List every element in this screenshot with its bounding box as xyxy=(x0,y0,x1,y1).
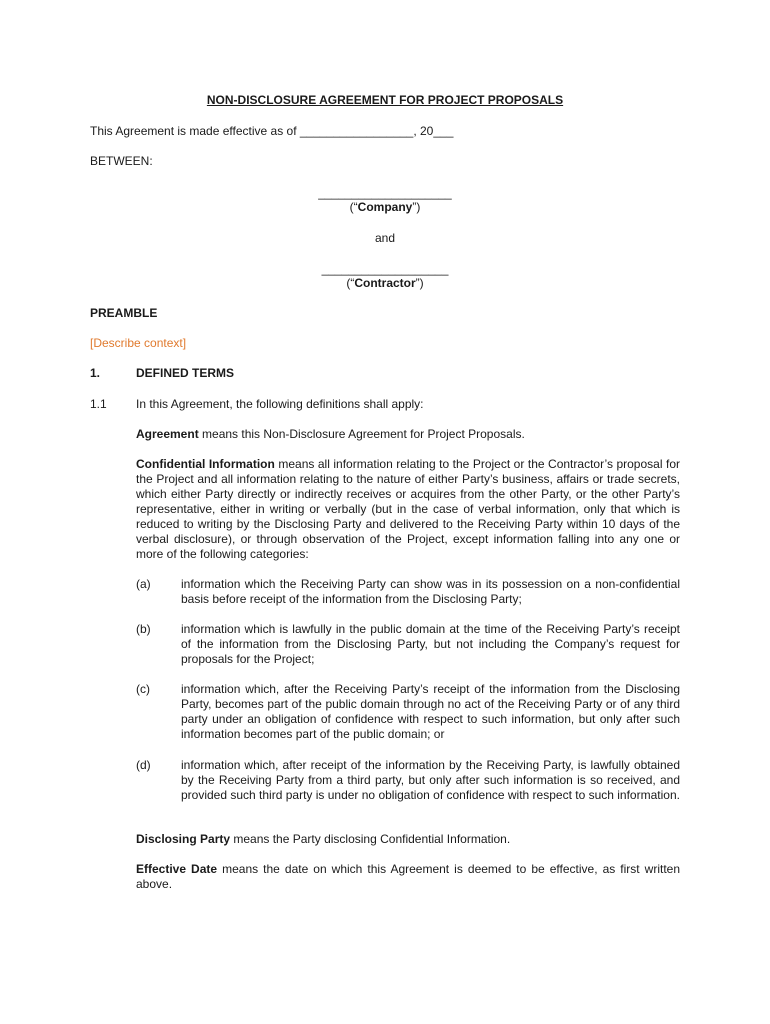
contractor-label xyxy=(0,276,770,291)
definition-effective-date xyxy=(136,862,680,892)
term-agreement: Agreement xyxy=(136,427,199,441)
document-title: NON-DISCLOSURE AGREEMENT FOR PROJECT PROPOSALS xyxy=(206,93,564,107)
item-b-label: (b) xyxy=(136,622,151,636)
preamble-heading: PREAMBLE xyxy=(90,306,158,320)
item-a-text: information which the Receiving Party can show was in its possession on a non-confidential basis before receipt of the information from the Disclosing Party; xyxy=(181,577,680,606)
term-confidential-information: Confidential Information xyxy=(136,457,275,471)
effective-date-line: This Agreement is made effective as of _________________, 20___ xyxy=(90,124,454,138)
item-d-text: information which, after receipt of the information by the Receiving Party, is lawfully obtained by the Receiving Party from a third party, but only after such information is so received, and provided such third party is under no obligation of confidence with respect to such information. xyxy=(181,758,680,802)
definition-confidential-information-text: means all information relating to the Project or the Contractor’s proposal for the Project and all information relating to the nature of either Party’s business, affairs or trade secrets, which either Party directly or indirectly receives or acquires from the other Party, or the other Party’s representative, either in writing or verbally (but in the case of verbal information, only that which is reduced to writing by the Disclosing Party and delivered to the Receiving Party within 10 days of the verbal disclosure), or through observation of the Project, except information falling into any one or more of the following categories: xyxy=(136,457,681,561)
term-effective-date: Effective Date xyxy=(136,862,218,876)
company-label xyxy=(0,200,770,215)
definition-agreement-text: means this Non-Disclosure Agreement for Project Proposals. xyxy=(198,427,525,441)
term-disclosing-party: Disclosing Party xyxy=(136,832,231,846)
company-blank-line: ____________________ xyxy=(318,186,452,200)
definition-disclosing-party-text: means the Party disclosing Confidential Information. xyxy=(230,832,511,846)
contractor-blank-line: ___________________ xyxy=(321,262,449,276)
preamble-placeholder: [Describe context] xyxy=(90,336,187,350)
and-connector: and xyxy=(374,231,396,245)
definition-disclosing-party xyxy=(136,832,680,847)
item-c-text: information which, after the Receiving Party’s receipt of the information from the Disclosing Party, becomes part of the public domain through no act of the Receiving Party or of any third party under an obligation of confidence with respect to such information, but only after such information becomes part of the public domain; or xyxy=(181,682,680,741)
company-open-quote: (“ xyxy=(349,200,358,214)
company-close-quote: ”) xyxy=(412,200,421,214)
item-d-label: (d) xyxy=(136,758,151,772)
item-a-label: (a) xyxy=(136,577,151,591)
definition-agreement xyxy=(136,427,680,442)
item-b-text: information which is lawfully in the public domain at the time of the Receiving Party’s receipt of the information from the Disclosing Party, but not including the Company’s request for proposals for the Project; xyxy=(181,622,680,666)
contractor-close-quote: ”) xyxy=(415,276,424,290)
definition-confidential-information xyxy=(136,457,680,562)
clause-1-1-number: 1.1 xyxy=(90,397,107,411)
definition-effective-date-text: means the date on which this Agreement is deemed to be effective, as first written above. xyxy=(136,862,680,891)
contractor-open-quote: (“ xyxy=(346,276,355,290)
section-1-number: 1. xyxy=(90,366,101,380)
item-c-label: (c) xyxy=(136,682,150,696)
contractor-name: Contractor xyxy=(354,276,416,290)
between-label: BETWEEN: xyxy=(90,154,153,168)
company-name: Company xyxy=(357,200,413,214)
section-1-title: DEFINED TERMS xyxy=(136,366,235,380)
clause-1-1-text: In this Agreement, the following definitions shall apply: xyxy=(136,397,424,411)
